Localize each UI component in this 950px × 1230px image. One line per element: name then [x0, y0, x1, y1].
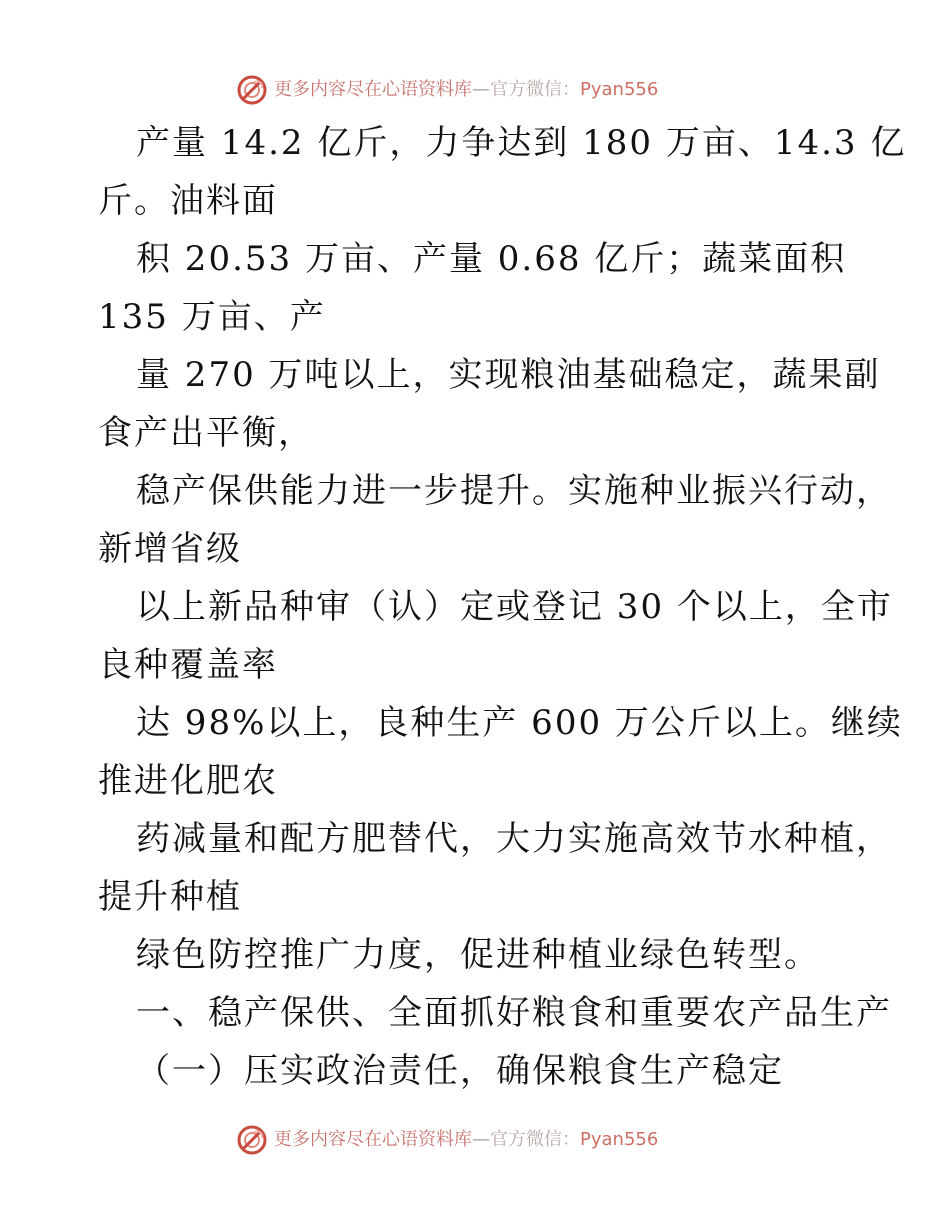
- header-banner-text: [274, 81, 658, 99]
- document-line-15: 绿色防控推广力度，促进种植业绿色转型。: [136, 935, 820, 975]
- document-line-13: 药减量和配方肥替代，大力实施高效节水种植，: [136, 819, 892, 859]
- document-line-5: 量 270 万吨以上，实现粮油基础稳定，蔬果副: [136, 355, 881, 395]
- document-line-7: 稳产保供能力进一步提升。实施种业振兴行动，: [136, 471, 892, 511]
- header-banner-handle: Pyan556: [580, 79, 659, 100]
- footer-banner: [236, 1123, 658, 1157]
- document-line-10: 良种覆盖率: [98, 645, 278, 685]
- header-banner-label: 官方微信：: [490, 79, 580, 100]
- document-line-2: 斤。油料面: [98, 181, 278, 221]
- footer-banner-handle: Pyan556: [580, 1129, 659, 1150]
- footer-banner-sep: —: [472, 1129, 490, 1150]
- document-body: [98, 114, 907, 1100]
- document-line-11: 达 98%以上，良种生产 600 万公斤以上。继续: [136, 703, 903, 743]
- document-line-1: 产量 14.2 亿斤，力争达到 180 万亩、14.3 亿: [136, 123, 907, 163]
- header-banner-main: 更多内容尽在心语资料库: [274, 79, 472, 100]
- xinyu-logo-icon: [236, 74, 268, 106]
- xinyu-logo-icon: [236, 1124, 268, 1156]
- document-line-4: 135 万亩、产: [98, 297, 326, 337]
- document-line-12: 推进化肥农: [98, 761, 278, 801]
- document-line-6: 食产出平衡，: [98, 413, 314, 453]
- document-line-17: （一）压实政治责任，确保粮食生产稳定: [136, 1051, 784, 1091]
- footer-banner-text: [274, 1131, 658, 1149]
- footer-banner-label: 官方微信：: [490, 1129, 580, 1150]
- header-banner-sep: —: [472, 79, 490, 100]
- document-line-16: 一、稳产保供、全面抓好粮食和重要农产品生产: [136, 993, 892, 1033]
- document-line-9: 以上新品种审（认）定或登记 30 个以上，全市: [136, 587, 893, 627]
- footer-banner-main: 更多内容尽在心语资料库: [274, 1129, 472, 1150]
- document-line-8: 新增省级: [98, 529, 242, 569]
- document-line-3: 积 20.53 万亩、产量 0.68 亿斤；蔬菜面积: [136, 239, 847, 279]
- header-banner: [236, 73, 658, 107]
- document-line-14: 提升种植: [98, 877, 242, 917]
